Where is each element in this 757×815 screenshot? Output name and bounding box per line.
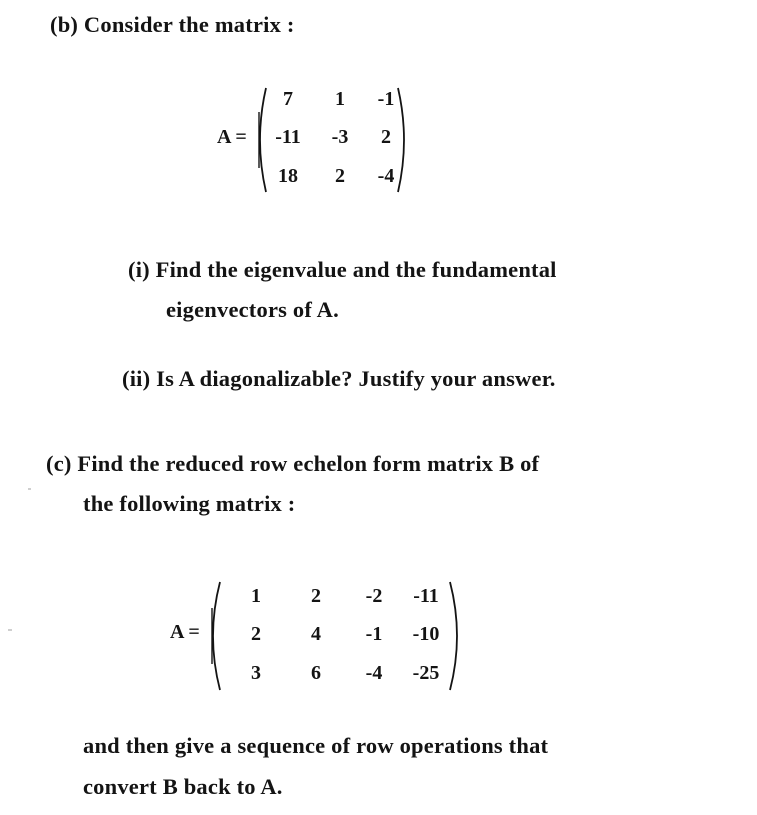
part-b-heading: (b) Consider the matrix :: [50, 12, 295, 37]
matrix-b-r2c1: -11: [275, 126, 301, 148]
scan-mark: [28, 488, 31, 490]
matrix-c-r1c2: 2: [311, 585, 321, 607]
part-c-line2: the following matrix :: [83, 491, 296, 516]
closing-line1: and then give a sequence of row operations that: [83, 733, 549, 758]
matrix-c-r1c4: -11: [413, 585, 439, 607]
matrix-b-r1c2: 1: [335, 88, 345, 110]
part-c-line1: (c) Find the reduced row echelon form matrix B of: [46, 451, 540, 476]
closing-line2: convert B back to A.: [83, 774, 283, 799]
matrix-b-r1c3: -1: [377, 88, 395, 110]
matrix-c-r2c3: -1: [365, 623, 383, 645]
matrix-c: [204, 576, 466, 696]
matrix-b-r3c3: -4: [377, 165, 395, 187]
matrix-c-r1c1: 1: [251, 585, 261, 607]
matrix-c-r2c1: 2: [251, 623, 261, 645]
question-i-line2: eigenvectors of A.: [166, 297, 339, 322]
scan-mark: [8, 629, 12, 631]
matrix-b-r2c3: 2: [381, 126, 391, 148]
matrix-c-r3c4: -25: [412, 662, 440, 684]
matrix-c-label: A =: [170, 621, 200, 643]
matrix-c-r3c3: -4: [365, 662, 383, 684]
matrix-c-r2c4: -10: [412, 623, 440, 645]
matrix-b-r1c1: 7: [283, 88, 293, 110]
matrix-b-r2c2: -3: [331, 126, 349, 148]
matrix-c-r3c1: 3: [251, 662, 261, 684]
matrix-b: [252, 82, 412, 198]
matrix-b-label: A =: [217, 126, 247, 148]
matrix-b-r3c1: 18: [278, 165, 298, 187]
question-i-line1: (i) Find the eigenvalue and the fundamental: [128, 257, 557, 282]
question-ii: (ii) Is A diagonalizable? Justify your answer.: [122, 366, 556, 391]
matrix-c-r3c2: 6: [311, 662, 321, 684]
matrix-b-r3c2: 2: [335, 165, 345, 187]
matrix-c-r2c2: 4: [311, 623, 321, 645]
matrix-c-r1c3: -2: [365, 585, 383, 607]
